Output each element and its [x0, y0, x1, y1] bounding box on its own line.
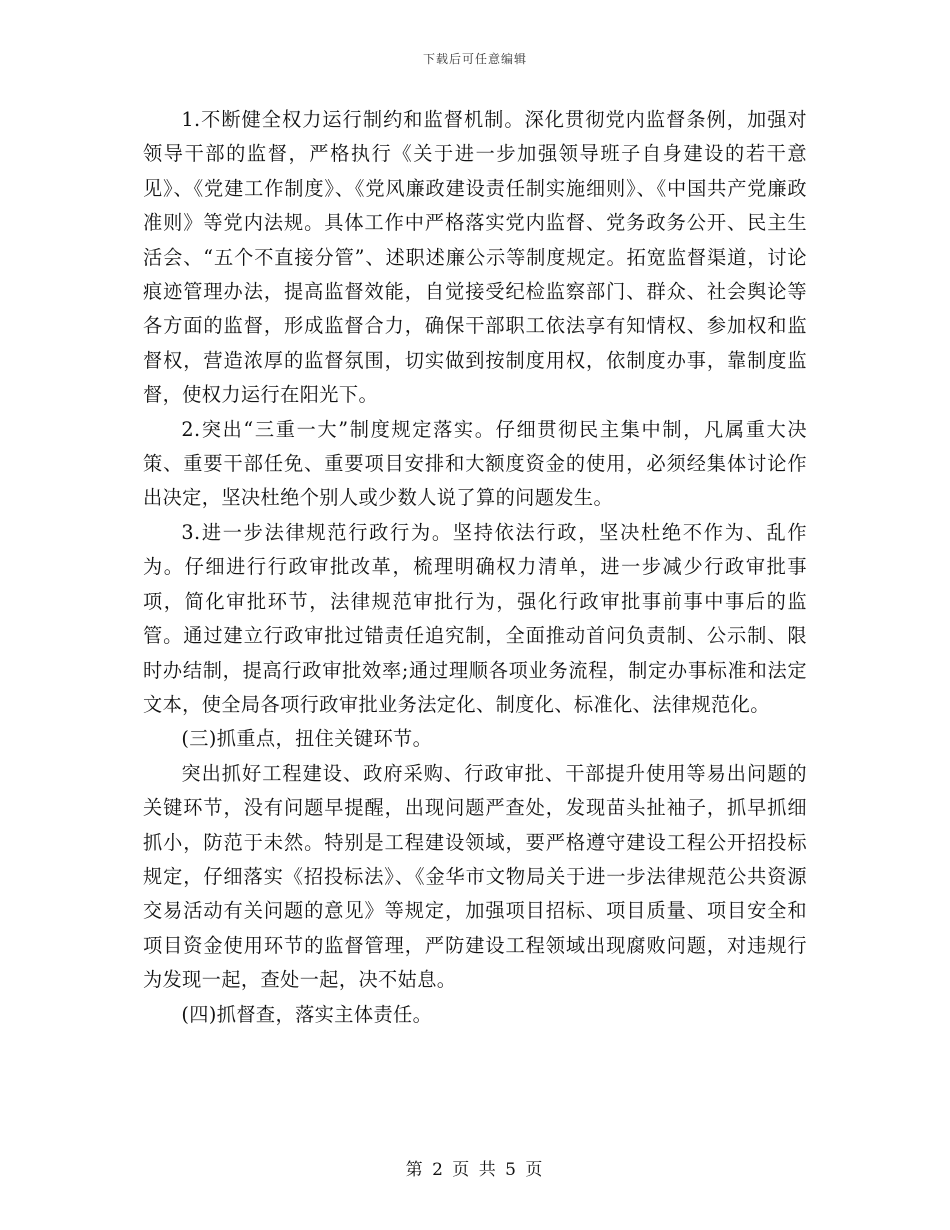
page-number-footer: 第 2 页 共 5 页 [405, 1160, 545, 1180]
section-heading-three: (三)抓重点，扭住关键环节。 [181, 727, 433, 751]
page-header: 下载后可任意编辑 [422, 52, 527, 66]
document-body [143, 103, 807, 1032]
section-heading-four: (四)抓督查，落实主体责任。 [181, 1002, 433, 1026]
paragraph-item-1: 1.不断健全权力运行制约和监督机制。深化贯彻党内监督条例，加强对领导干部的监督，严格执行《关于进一步加强领导班子自身建设的若干意见》、《党建工作制度》、《党风廉政建设责任制实施细则》、《中国共产党廉政准则》等党内法规。具体工作中严格落实党内监督、党务政务公开、民主生活会、“五个不直接分管”、述职述廉公示等制度规定。拓宽监督渠道，讨论痕迹管理办法，提高监督效能，自觉接受纪检监察部门、群众、社会舆论等各方面的监督，形成监督合力，确保干部职工依法享有知情权、参加权和监督权，营造浓厚的监督氛围，切实做到按制度用权，依制度办事，靠制度监督，使权力运行在阳光下。 [143, 108, 807, 407]
paragraph-item-3: 3.进一步法律规范行政行为。坚持依法行政，坚决杜绝不作为、乱作为。仔细进行行政审批改革，梳理明确权力清单，进一步减少行政审批事项，简化审批环节，法律规范审批行为，强化行政审批事前事中事后的监管。通过建立行政审批过错责任追究制，全面推动首问负责制、公示制、限时办结制，提高行政审批效率;通过理顺各项业务流程，制定办事标准和法定文本，使全局各项行政审批业务法定化、制度化、标准化、法律规范化。 [143, 520, 807, 716]
paragraph-key-links: 突出抓好工程建设、政府采购、行政审批、干部提升使用等易出问题的关键环节，没有问题早提醒，出现问题严查处，发现苗头扯袖子，抓早抓细抓小，防范于未然。特别是工程建设领域，要严格遵守建设工程公开招投标规定，仔细落实《招投标法》、《金华市文物局关于进一步法律规范公共资源交易活动有关问题的意见》等规定，加强项目招标、项目质量、项目安全和项目资金使用环节的监督管理，严防建设工程领域出现腐败问题，对违规行为发现一起，查处一起，决不姑息。 [143, 761, 807, 992]
paragraph-item-2: 2.突出“三重一大”制度规定落实。仔细贯彻民主集中制，凡属重大决策、重要干部任免、重要项目安排和大额度资金的使用，必须经集体讨论作出决定，坚决杜绝个别人或少数人说了算的问题发生。 [143, 417, 807, 510]
